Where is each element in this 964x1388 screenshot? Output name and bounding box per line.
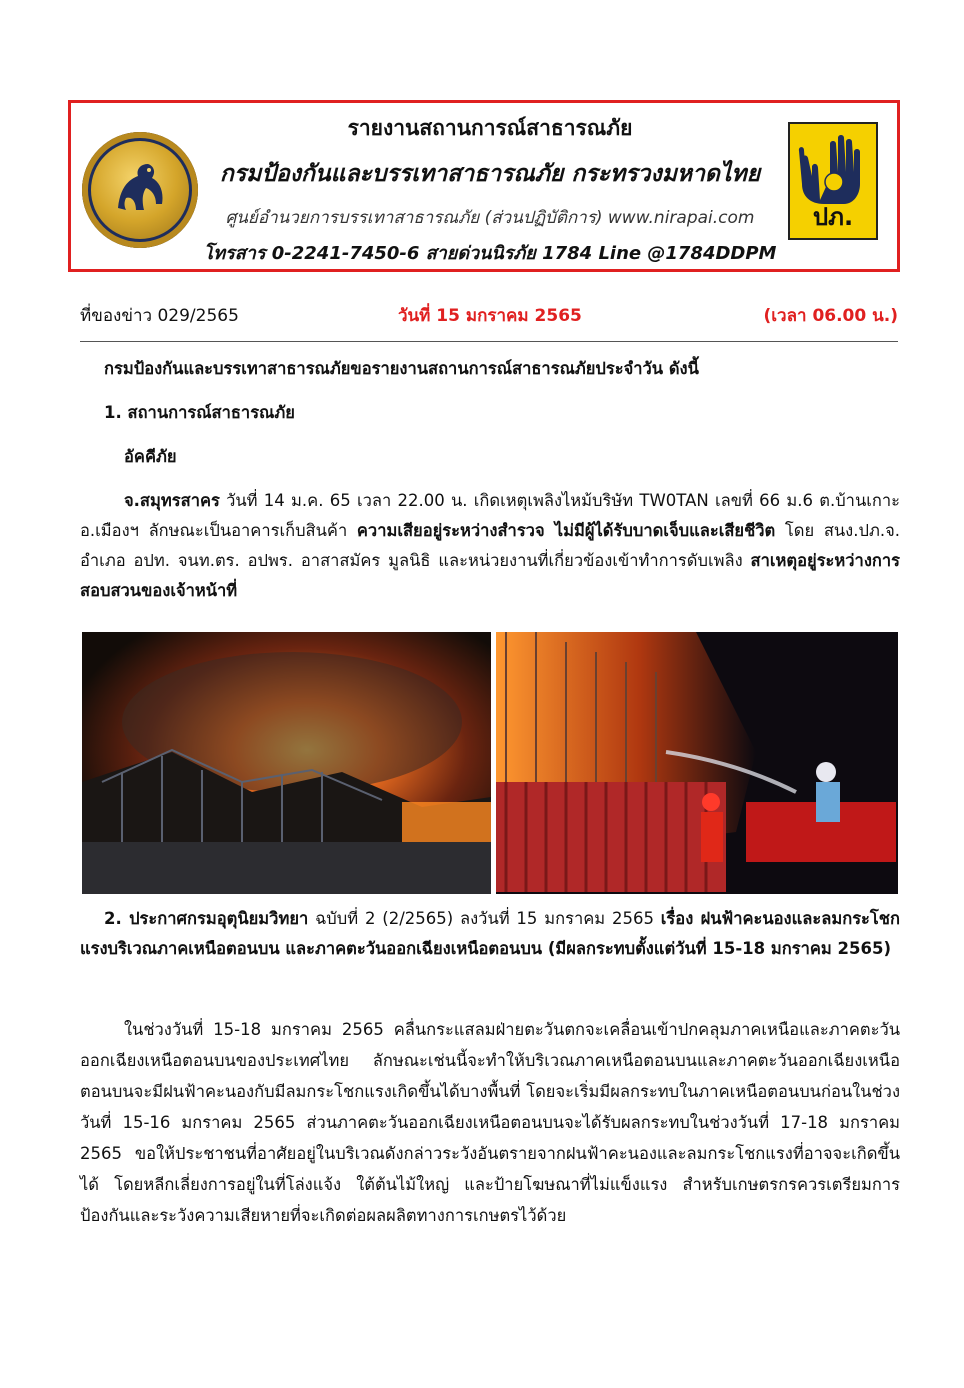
news-number: ที่ของข่าว 029/2565	[80, 306, 239, 326]
fire-details: วันที่ 14 ม.ค. 65 เวลา 22.00 น. เกิดเหตุเพลิงไหม้บริษัท TW0TAN เลขที่ 66 ม.6 ต.บ้านเกาะ อ.เมืองฯ ลักษณะเป็นอาคารเก็บสินค้า	[80, 491, 900, 540]
firefighters-image	[496, 632, 898, 894]
center-website: ศูนย์อำนวยการบรรเทาสาธารณภัย (ส่วนปฏิบัติการ) www.nirapai.com	[225, 208, 755, 228]
contact-info: โทรสาร 0-2241-7450-6 สายด่วนนิรภัย 1784 Line @1784DDPM	[203, 243, 777, 264]
raised-hand-icon	[790, 128, 876, 208]
lion-emblem-icon	[110, 158, 170, 222]
damage-status: ความเสียอยู่ระหว่างสำรวจ ไม่มีผู้ได้รับบาดเจ็บและเสียชีวิต	[356, 521, 776, 540]
cause-status: สาเหตุอยู่ระหว่างการสอบสวนของเจ้าหน้าที่	[80, 551, 900, 600]
fire-report-paragraph	[80, 486, 900, 606]
weather-paragraph: ในช่วงวันที่ 15-18 มกราคม 2565 คลื่นกระแสลมฝ่ายตะวันตกจะเคลื่อนเข้าปกคลุมภาคเหนือและภาคตะวันออกเฉียงเหนือตอนบนของประเทศไทย ลักษณะเช่นนี้จะทำให้บริเวณภาคเหนือตอนบนและภาคตะวันออกเฉียงเหนือตอนบนจะมีฝนฟ้าคะนองกับมีลมกระโชกแรงเกิดขึ้นได้บางพื้นที่ โดยจะเริ่มมีผลกระทบในภาคเหนือตอนบนก่อนในช่วงวันที่ 15-16 มกราคม 2565 ส่วนภาคตะวันออกเฉียงเหนือตอนบนจะได้รับผลกระทบในช่วงวันที่ 17-18 มกราคม 2565 ขอให้ประชาชนที่อาศัยอยู่ในบริเวณดังกล่าวระวังอันตรายจากฝนฟ้าคะนองและลมกระโชกแรงที่อาจจะเกิดขึ้นได้ โดยหลีกเลี่ยงการอยู่ในที่โล่งแจ้ง ใต้ต้นไม้ใหญ่ และป้ายโฆษณาที่ไม่แข็งแรง สำหรับเกษตรกรควรเตรียมการป้องกันและระวังความเสียหายที่จะเกิดต่อผลผลิตทางการเกษตรไว้ด้วย	[80, 1020, 900, 1225]
section1-subheading: อัคคีภัย	[124, 447, 177, 466]
department-name: กรมป้องกันและบรรเทาสาธารณภัย กระทรวงมหาดไทย	[219, 161, 761, 187]
province-name: จ.สมุทรสาคร	[124, 491, 220, 510]
burning-warehouse-image	[82, 632, 491, 894]
report-title: รายงานสถานการณ์สาธารณภัย	[347, 116, 633, 140]
weather-announcement-heading	[80, 904, 900, 964]
intro-text: กรมป้องกันและบรรเทาสาธารณภัยขอรายงานสถานการณ์สาธารณภัยประจำวัน ดังนี้	[104, 359, 699, 378]
fire-photo-2	[496, 632, 898, 894]
announcement-subject: เรื่อง ฝนฟ้าคะนองและลมกระโชกแรงบริเวณภาคเหนือตอนบน และภาคตะวันออกเฉียงเหนือตอนบน (มีผลกระทบตั้งแต่วันที่ 15-18 มกราคม 2565)	[80, 909, 900, 958]
section1-heading: 1. สถานการณ์สาธารณภัย	[104, 403, 295, 422]
fire-photo-1	[82, 632, 491, 894]
responders-text: โดย สนง.ปภ.จ. อำเภอ อปท. จนท.ตร. อปพร. อาสาสมัคร มูลนิธิ และหน่วยงานที่เกี่ยวข้องเข้าทำการดับเพลิง	[80, 521, 900, 570]
announcement-ref: ฉบับที่ 2 (2/2565) ลงวันที่ 15 มกราคม 2565	[308, 909, 661, 928]
report-date: วันที่ 15 มกราคม 2565	[398, 306, 582, 326]
dpm-logo	[788, 122, 878, 240]
dpm-logo-text: ปภ.	[812, 203, 854, 231]
section2-number: 2. ประกาศกรมอุตุนิยมวิทยา	[104, 909, 309, 928]
report-time: (เวลา 06.00 น.)	[763, 306, 898, 326]
divider	[80, 341, 898, 342]
